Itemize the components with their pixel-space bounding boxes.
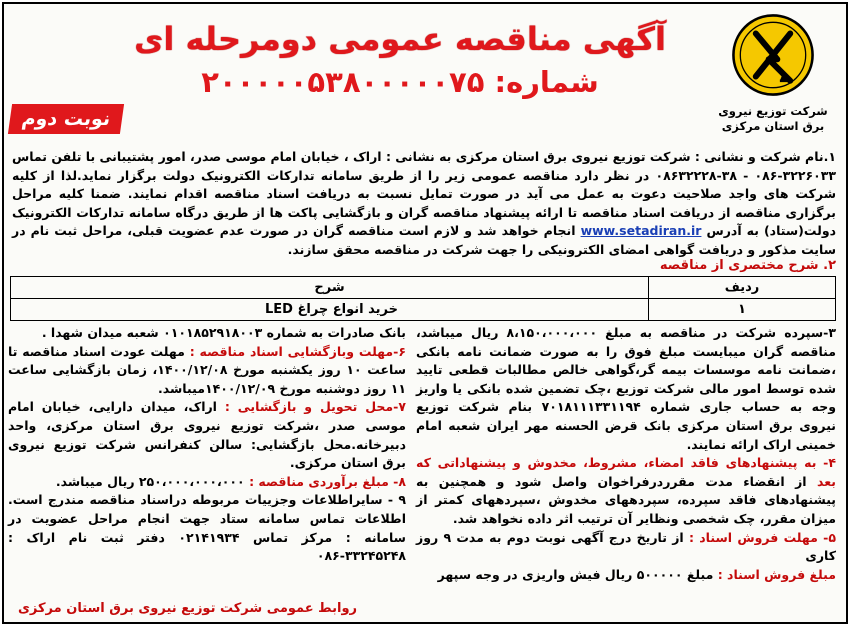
item-8-text: ۲۵۰،۰۰۰،۰۰۰،۰۰۰ ریال میباشد. bbox=[55, 473, 245, 489]
lightning-logo-icon bbox=[730, 12, 816, 98]
footer-signature: روابط عمومی شرکت توزیع نیروی برق استان مرکزی bbox=[18, 601, 358, 616]
left-column bbox=[8, 324, 406, 566]
intro-paragraph bbox=[12, 148, 836, 259]
item-8 bbox=[8, 473, 406, 492]
tender-notice bbox=[2, 2, 848, 624]
item-6 bbox=[8, 343, 406, 399]
item-6-text: مهلت عودت اسناد مناقصه تا ساعت ۱۰ روز یکشنبه مورخ ۱۴۰۰/۱۲/۰۸، زمان بازگشایی ساعت ۱۱ روز دوشنبه مورخ ۱۴۰۰/۱۲/۰۹میباشد. bbox=[8, 343, 407, 396]
item-4-heading: ۴- به پیشنهادهای فاقد امضاء، مشروط، مخدوش و پیشنهاداتی که بعد bbox=[416, 455, 836, 489]
item-7 bbox=[8, 398, 406, 472]
intro-text-1: اراک ، خیابان امام موسی صدر، امور پشتیبانی با تلفن تماس ۳۲۲۶۰۳۳-۰۸۶ - ۳۸-۰۸۶۳۲۲۲۸ در نظر دارد مناقصه عمومی زیر را از طریق سامانه تدارکات الکترونیک دولت برگزار نماید.لذا از کلیه شرکت های واجد صلاحیت دعوت به عمل می آید در صورت تمایل نسبت به دریافت اسناد مناقصه اقدام نمایند. ضمنا کلیه مراحل برگزاری مناقصه از دریافت اسناد مناقصه تا ارائه پیشنهاد مناقصه گران و بازگشایی پاکت ها از طریق درگاه سامانه تدارکات الکترونیک دولت(ستاد) به آدرس bbox=[11, 149, 837, 238]
table-header-row bbox=[11, 277, 836, 299]
right-column bbox=[416, 324, 836, 584]
items-table bbox=[10, 276, 836, 321]
item-3-deposit: ۳-سپرده شرکت در مناقصه به مبلغ ۸،۱۵۰،۰۰۰،۰۰۰ ریال میباشد، مناقصه گران میبایست مبلغ فوق را به صورت ضمانت نامه بانکی ،ضمانت نامه موسسات بیمه گر،گواهی خالص مطالبات قطعی تایید شده توسط امور مالی شرکت توزیع ،چک تضمین شده بانکی یا واریز وجه به حساب جاری شماره ۷۰۱۸۱۱۱۳۳۱۱۹۴ بنام شرکت توزیع نیروی برق استان مرکزی بانک قرض الحسنه مهر ایران شعبه امام خمینی اراک ارائه نمایند. bbox=[416, 325, 836, 452]
item-6-heading: ۶-مهلت وبازگشایی اسناد مناقصه : bbox=[189, 343, 406, 359]
item-4 bbox=[416, 454, 836, 528]
item-5-heading: ۵- مهلت فروش اسناد : bbox=[688, 529, 836, 545]
row-number: ۱ bbox=[649, 299, 836, 321]
item-5b bbox=[416, 566, 836, 585]
col-header-row: ردیف bbox=[649, 277, 836, 299]
item-9-heading: ۹ - سایراطلاعات وجزییات مربوطه دراسناد مناقصه مندرج است. bbox=[8, 492, 406, 508]
company-logo-block bbox=[708, 12, 838, 134]
item-5b-text: مبلغ ۵۰۰۰۰۰ ریال فیش واریزی در وجه سپهر bbox=[437, 566, 714, 582]
row-description: خرید انواع چراغ LED bbox=[11, 299, 649, 321]
setad-link[interactable]: www.setadiran.ir bbox=[580, 223, 702, 238]
section-2-heading: ۲. شرح مختصری از مناقصه bbox=[659, 258, 836, 273]
item-9-text: اطلاعات تماس سامانه ستاد جهت انجام مراحل عضویت در سامانه : مرکز تماس ۰۲۱۴۱۹۳۴ دفتر ثبت نام اراک : ۳۳۲۴۵۲۴۸-۰۸۶ bbox=[8, 510, 406, 564]
notice-header bbox=[4, 4, 846, 146]
intro-lead: ۱.نام شرکت و نشانی : شرکت توزیع نیروی برق استان مرکزی به نشانی : bbox=[385, 149, 836, 164]
item-5 bbox=[416, 529, 836, 566]
item-8-heading: ۸- مبلغ برآوردی مناقصه : bbox=[249, 473, 406, 489]
item-7-heading: ۷-محل تحویل و بازگشایی : bbox=[224, 399, 406, 415]
notice-number: شماره: ۲۰۰۰۰۰۵۳۸۰۰۰۰۰۷۵ bbox=[201, 65, 599, 99]
item-4-text: از انقضاء مدت مقرردرفراخوان واصل شود و همچنین به پیشنهادهای فاقد سپرده، سپردههای مخدوش ،سپردههای کمتر از میزان مقرر، چک شخصی ونظایر آن ترتیب اثر داده نخواهد شد. bbox=[416, 473, 836, 526]
item-7-text: اراک، میدان دارایی، خیابان امام موسی صدر ،شرکت توزیع نیروی برق استان مرکزی، واحد دبیرخانه.محل بازگشایی: سالن کنفرانس شرکت توزیع نیروی برق استان مرکزی. bbox=[8, 399, 406, 471]
intro-text-2: انجام خواهد شد و لازم است مناقصه گران در صورت عدم عضویت قبلی، مراحل ثبت نام در سایت مذکور و دریافت گواهی امضای الکترونیکی را جهت شرکت در مناقصه محقق سازند. bbox=[12, 223, 836, 257]
item-5-continued: بانک صادرات به شماره ۰۱۰۱۸۵۲۹۱۸۰۰۳ شعبه میدان شهدا . bbox=[41, 325, 406, 340]
col-header-desc: شرح bbox=[11, 277, 649, 299]
notice-title: آگهی مناقصه عمومی دومرحله ای bbox=[134, 20, 666, 58]
item-5-text: از تاریخ درج آگهی نوبت دوم به مدت ۹ روز کاری bbox=[416, 529, 836, 564]
item-9 bbox=[8, 491, 406, 565]
table-row bbox=[11, 299, 836, 321]
round-badge: نوبت دوم bbox=[8, 104, 125, 134]
item-5b-heading: مبلغ فروش اسناد : bbox=[717, 566, 836, 582]
company-name: شرکت توزیع نیروی برق استان مرکزی bbox=[718, 104, 828, 133]
